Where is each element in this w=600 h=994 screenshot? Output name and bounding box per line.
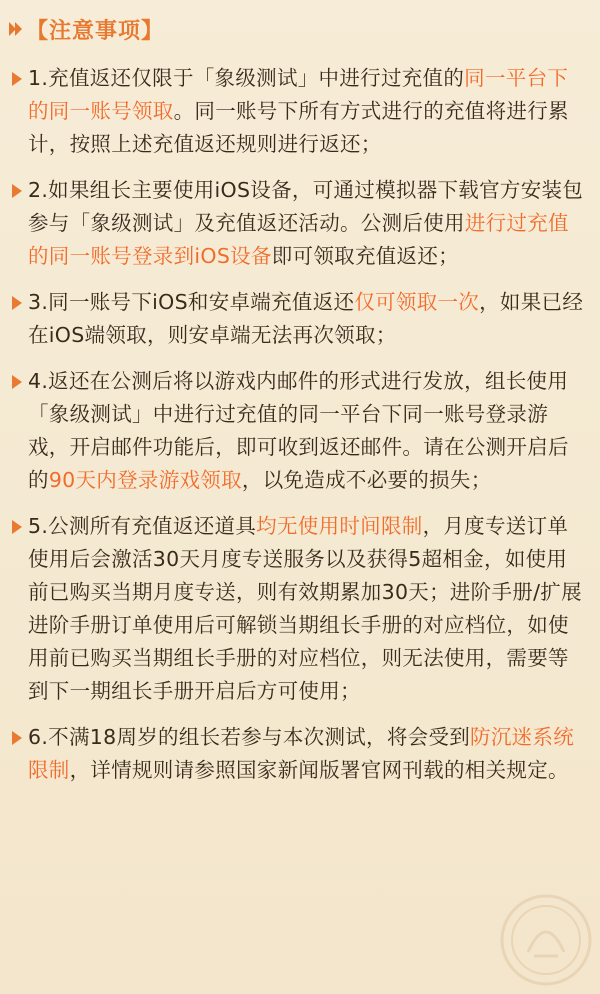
bullet-arrow-icon bbox=[12, 375, 22, 389]
note-text: 3.同一账号下iOS和安卓端充值返还 bbox=[28, 290, 355, 314]
note-text: 5.公测所有充值返还道具 bbox=[28, 514, 257, 538]
note-item-6 bbox=[10, 721, 588, 787]
bullet-arrow-icon bbox=[12, 72, 22, 86]
note-highlight: 仅可领取一次 bbox=[354, 290, 480, 314]
section-header bbox=[8, 14, 164, 44]
notes-list bbox=[10, 62, 588, 800]
note-text: ，以免造成不必要的损失； bbox=[241, 468, 492, 492]
bullet-arrow-icon bbox=[12, 731, 22, 745]
bullet-arrow-icon bbox=[12, 184, 22, 198]
note-item-3 bbox=[10, 286, 588, 352]
note-highlight: 均无使用时间限制 bbox=[256, 514, 423, 538]
bullet-arrow-icon bbox=[12, 296, 22, 310]
note-highlight: 进行过充值的同一账号登录到iOS设备 bbox=[28, 211, 569, 268]
note-highlight: 90天内登录游戏领取 bbox=[48, 468, 242, 492]
note-highlight: 同一平台下的同一账号领取 bbox=[28, 66, 569, 123]
bullet-arrow-icon bbox=[12, 520, 22, 534]
note-text: 即可领取充值返还； bbox=[271, 244, 459, 268]
note-text: ，详情规则请参照国家新闻版署官网刊载的相关规定。 bbox=[69, 758, 569, 782]
note-text: 2.如果组长主要使用iOS设备，可通过模拟器下载官方安装包参与「象级测试」及充值返还活动。公测后使用 bbox=[28, 178, 584, 235]
note-highlight: 防沉迷系统限制 bbox=[28, 725, 575, 782]
note-text: 4.返还在公测后将以游戏内邮件的形式进行发放，组长使用「象级测试」中进行过充值的同一平台下同一账号登录游戏，开启邮件功能后，即可收到返还邮件。请在公测开启后的 bbox=[28, 369, 569, 492]
note-item-1 bbox=[10, 62, 588, 161]
note-text: 1.充值返还仅限于「象级测试」中进行过充值的 bbox=[28, 66, 465, 90]
note-text: 。同一账号下所有方式进行的充值将进行累计，按照上述充值返还规则进行返还； bbox=[28, 99, 569, 156]
note-item-4 bbox=[10, 365, 588, 497]
note-item-5 bbox=[10, 510, 588, 708]
section-title: 【注意事项】 bbox=[26, 18, 165, 44]
note-text: ，如果已经在iOS端领取，则安卓端无法再次领取； bbox=[28, 290, 584, 347]
decorative-seal-icon bbox=[498, 892, 594, 988]
note-text: ，月度专送订单使用后会激活30天月度专送服务以及获得5超相金，如使用前已购买当期月度专送，则有效期累加30天；进阶手册/扩展进阶手册订单使用后可解锁当期组长手册的对应档位，如使用前已购买当期组长手册的对应档位，则无法使用，需要等到下一期组长手册开启后方可使用； bbox=[28, 514, 582, 703]
note-text: 6.不满18周岁的组长若参与本次测试，将会受到 bbox=[28, 725, 471, 749]
note-item-2 bbox=[10, 174, 588, 273]
double-arrow-icon bbox=[8, 20, 24, 38]
